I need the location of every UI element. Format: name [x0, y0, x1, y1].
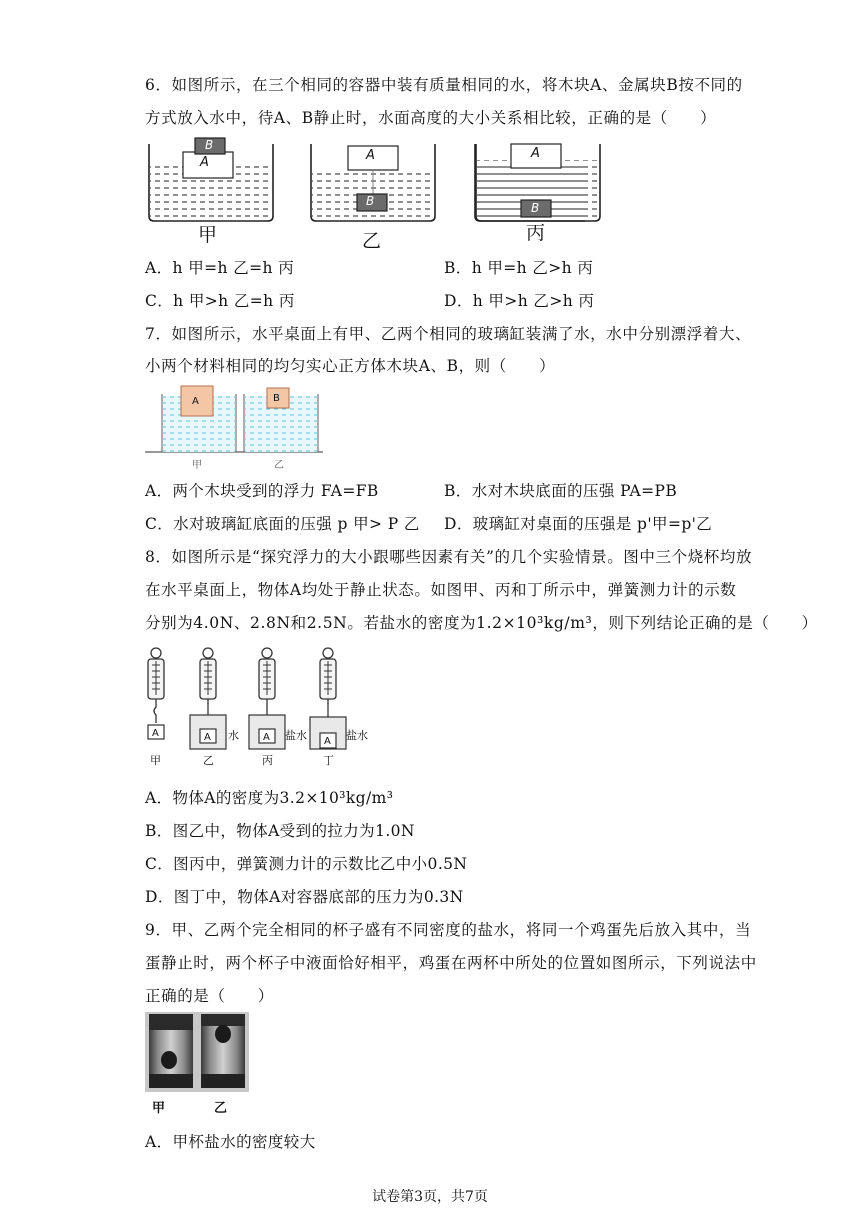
egg-jia: [161, 1051, 177, 1069]
q6-caption-bing: 丙: [526, 222, 546, 244]
q7-block-b-label: B: [273, 393, 280, 404]
q9-stem-line2: 蛋静止时，两个杯子中液面恰好相平，鸡蛋在两杯中所处的位置如图所示，下列说法中: [145, 954, 757, 972]
q8-object-a-yi: A: [204, 732, 211, 743]
q6-block-b-label-yi: B: [366, 194, 375, 208]
q6-block-b-label-bing: B: [531, 201, 540, 215]
q7-caption-yi: 乙: [274, 460, 284, 471]
q8-caption-yi: 乙: [203, 754, 214, 767]
q8-stem-line3: 分别为4.0N、2.8N和2.5N。若盐水的密度为1.2×10³kg/m³，则下列结论正确的是（ ）: [145, 614, 818, 632]
q6-option-c: C．h 甲>h 乙=h 丙: [145, 292, 295, 310]
q7-stem-line2: 小两个材料相同的均匀实心正方体木块A、B，则（ ）: [145, 357, 556, 375]
q6-block-a-label: A: [200, 155, 209, 170]
q8-option-c: C．图丙中，弹簧测力计的示数比乙中小0.5N: [145, 855, 468, 873]
q8-label-water: 水: [228, 729, 239, 742]
q7-figure: [145, 382, 325, 472]
q6-block-a-label-yi: A: [366, 148, 375, 163]
q7-caption-jia: 甲: [192, 460, 202, 471]
egg-yi: [215, 1025, 231, 1043]
q6-block-b-label: B: [205, 138, 214, 152]
q8-object-a-bing: A: [263, 732, 270, 743]
q6-option-d: D．h 甲>h 乙>h 丙: [444, 292, 595, 310]
q6-caption-yi: 乙: [362, 230, 382, 252]
q8-caption-jia: 甲: [150, 754, 161, 767]
q7-option-d: D．玻璃缸对桌面的压强是 p'甲=p'乙: [444, 515, 713, 533]
q7-stem-line1: 7．如图所示，水平桌面上有甲、乙两个相同的玻璃缸装满了水，水中分别漂浮着大、: [145, 325, 752, 343]
q6-stem-line1: 6．如图所示，在三个相同的容器中装有质量相同的水，将木块A、金属块B按不同的: [145, 76, 743, 94]
q9-stem-line3: 正确的是（ ）: [145, 987, 274, 1005]
page-footer: 试卷第3页，共7页: [372, 1189, 488, 1205]
q8-stem-line2: 在水平桌面上，物体A均处于静止状态。如图甲、丙和丁所示中，弹簧测力计的示数: [145, 581, 737, 599]
q8-caption-ding: 丁: [323, 754, 334, 767]
q8-label-saltwater-ding: 盐水: [346, 729, 368, 742]
q8-option-a: A．物体A的密度为3.2×10³kg/m³: [145, 789, 394, 807]
spring-scale-ding: [310, 648, 346, 749]
spring-scale-jia: [148, 648, 164, 739]
q9-caption-yi: 乙: [214, 1101, 228, 1116]
q9-photo: [145, 1012, 249, 1092]
q6-option-a: A．h 甲=h 乙=h 丙: [145, 259, 295, 277]
q8-label-saltwater-bing: 盐水: [285, 729, 307, 742]
q7-option-c: C．水对玻璃缸底面的压强 p 甲> P 乙: [145, 515, 420, 533]
q7-option-b: B．水对木块底面的压强 PA=PB: [444, 482, 678, 500]
q8-stem-line1: 8．如图所示是“探究浮力的大小跟哪些因素有关”的几个实验情景。图中三个烧杯均放: [145, 548, 753, 566]
q7-option-a: A．两个木块受到的浮力 FA=FB: [145, 482, 379, 500]
q6-option-b: B．h 甲=h 乙>h 丙: [444, 259, 594, 277]
q8-object-a-jia: A: [152, 728, 159, 739]
q9-caption-jia: 甲: [152, 1101, 166, 1116]
q6-caption-jia: 甲: [198, 224, 218, 246]
q9-option-a: A．甲杯盐水的密度较大: [145, 1133, 316, 1151]
q8-caption-bing: 丙: [262, 754, 273, 767]
q8-object-a-ding: A: [324, 736, 331, 747]
q8-option-d: D．图丁中，物体A对容器底部的压力为0.3N: [145, 888, 464, 906]
q6-stem-line2: 方式放入水中，待A、B静止时，水面高度的大小关系相比较，正确的是（ ）: [145, 109, 717, 127]
q8-option-b: B．图乙中，物体A受到的拉力为1.0N: [145, 822, 415, 840]
q7-block-a-label: A: [192, 396, 199, 407]
q9-stem-line1: 9．甲、乙两个完全相同的杯子盛有不同密度的盐水，将同一个鸡蛋先后放入其中，当: [145, 921, 752, 939]
q6-block-a-label-bing: A: [531, 146, 540, 161]
